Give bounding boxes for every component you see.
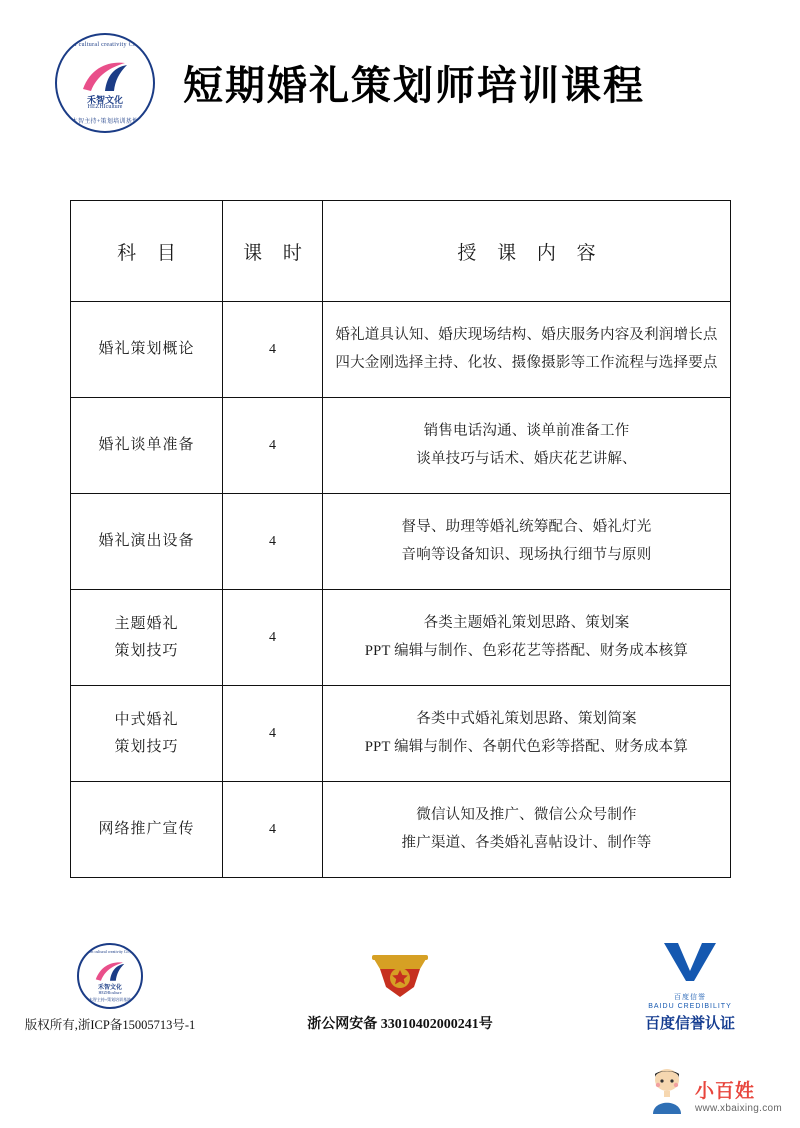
content-line: 谈单技巧与话术、婚庆花艺讲解、 <box>416 450 637 467</box>
police-license-text: 浙公网安备 33010402000241号 <box>307 1017 493 1032</box>
course-table-container <box>70 200 730 878</box>
subject-line: 中式婚礼 <box>114 711 179 728</box>
cell-subject: 网络推广宣传 <box>71 782 223 878</box>
content-line: 各类主题婚礼策划思路、策划案 <box>423 614 630 631</box>
cell-subject: 婚礼谈单准备 <box>71 398 223 494</box>
baidu-sub-en: BAIDU CREDIBILITY <box>648 1003 732 1010</box>
logo-cn-name: 禾智文化 <box>86 94 123 105</box>
cell-content <box>323 398 731 494</box>
cell-content <box>323 686 731 782</box>
content-line: 婚礼道具认知、婚庆现场结构、婚庆服务内容及利润增长点 <box>335 326 718 343</box>
baidu-credibility-icon <box>590 940 790 1010</box>
subject-line: 主题婚礼 <box>114 615 179 632</box>
cell-content <box>323 494 731 590</box>
content-line: 微信认知及推广、微信公众号制作 <box>416 806 637 823</box>
cell-hours: 4 <box>223 494 323 590</box>
footer-badges-row <box>0 940 800 1033</box>
footer-item-icp <box>10 943 210 1033</box>
mini-logo-cn-name: 禾智文化 <box>97 985 122 991</box>
cell-subject: 婚礼演出设备 <box>71 494 223 590</box>
cell-subject <box>71 590 223 686</box>
content-line: 推广渠道、各类婚礼喜帖设计、制作等 <box>401 834 652 851</box>
company-mini-logo <box>77 943 143 1009</box>
content-line: 四大金刚选择主持、化妆、摄像摄影等工作流程与选择要点 <box>335 354 718 371</box>
content-line: 销售电话沟通、谈单前准备工作 <box>423 422 630 439</box>
cell-hours: 4 <box>223 302 323 398</box>
content-line: 音响等设备知识、现场执行细节与原则 <box>401 546 652 563</box>
table-row <box>71 302 731 398</box>
column-header-hours: 课 时 <box>223 201 323 302</box>
mini-logo-ring-top-text: Hebei cultural creativity Co.,Ltd <box>83 949 137 954</box>
footer-item-baidu <box>590 940 790 1033</box>
police-emblem-graphic <box>368 945 432 1003</box>
mascot-icon <box>645 1066 689 1116</box>
baidu-v-graphic <box>658 936 722 986</box>
logo-ring-top-text: Hebei cultural creativity Co.,Ltd <box>60 41 150 48</box>
watermark-url: www.xbaixing.com <box>694 1103 782 1114</box>
cell-content <box>323 782 731 878</box>
watermark-text-block <box>695 1082 782 1116</box>
document-footer <box>0 940 800 1033</box>
footer-item-police <box>300 941 500 1033</box>
company-logo <box>55 33 155 133</box>
logo-en-name: HEZHIculture <box>87 103 123 110</box>
cell-hours: 4 <box>223 398 323 494</box>
content-line: 各类中式婚礼策划思路、策划简案 <box>416 710 637 727</box>
cell-hours: 4 <box>223 782 323 878</box>
table-row <box>71 782 731 878</box>
mini-logo-swoosh-icon <box>94 960 126 982</box>
content-line: PPT 编辑与制作、各朝代色彩等搭配、财务成本算 <box>364 738 689 755</box>
site-watermark <box>645 1066 782 1116</box>
cell-hours: 4 <box>223 686 323 782</box>
mini-logo-ring-bottom-text: 木智主持+策划培训基地 <box>88 997 132 1002</box>
cell-content <box>323 590 731 686</box>
icp-license-text: 版权所有,浙ICP备15005713号-1 <box>24 1018 196 1032</box>
table-header-row <box>71 201 731 302</box>
cell-subject: 婚礼策划概论 <box>71 302 223 398</box>
table-row <box>71 590 731 686</box>
watermark-title: 小百姓 <box>694 1081 755 1103</box>
logo-ring-bottom-text: 木智主持+策划培训基地 <box>71 118 139 125</box>
table-row <box>71 398 731 494</box>
column-header-content: 授 课 内 容 <box>323 201 731 302</box>
cell-content <box>323 302 731 398</box>
column-header-subject: 科 目 <box>71 201 223 302</box>
logo-swoosh-icon <box>81 59 129 93</box>
mini-logo-en-name: HEZHIculture <box>98 990 122 995</box>
subject-line: 策划技巧 <box>114 738 179 755</box>
table-row <box>71 686 731 782</box>
course-table <box>70 200 731 878</box>
cell-hours: 4 <box>223 590 323 686</box>
content-line: 督导、助理等婚礼统筹配合、婚礼灯光 <box>401 518 652 535</box>
document-header <box>0 0 800 125</box>
company-seal-icon <box>10 943 210 1009</box>
content-line: PPT 编辑与制作、色彩花艺等搭配、财务成本核算 <box>364 642 689 659</box>
page-title: 短期婚礼策划师培训课程 <box>183 63 645 108</box>
baidu-credibility-text: 百度信誉认证 <box>644 1016 735 1032</box>
baidu-sub-cn: 百度信誉 <box>673 994 706 1001</box>
table-body <box>71 302 731 878</box>
police-emblem-icon <box>300 941 500 1007</box>
cell-subject <box>71 686 223 782</box>
table-header <box>71 201 731 302</box>
table-row <box>71 494 731 590</box>
subject-line: 策划技巧 <box>114 642 179 659</box>
